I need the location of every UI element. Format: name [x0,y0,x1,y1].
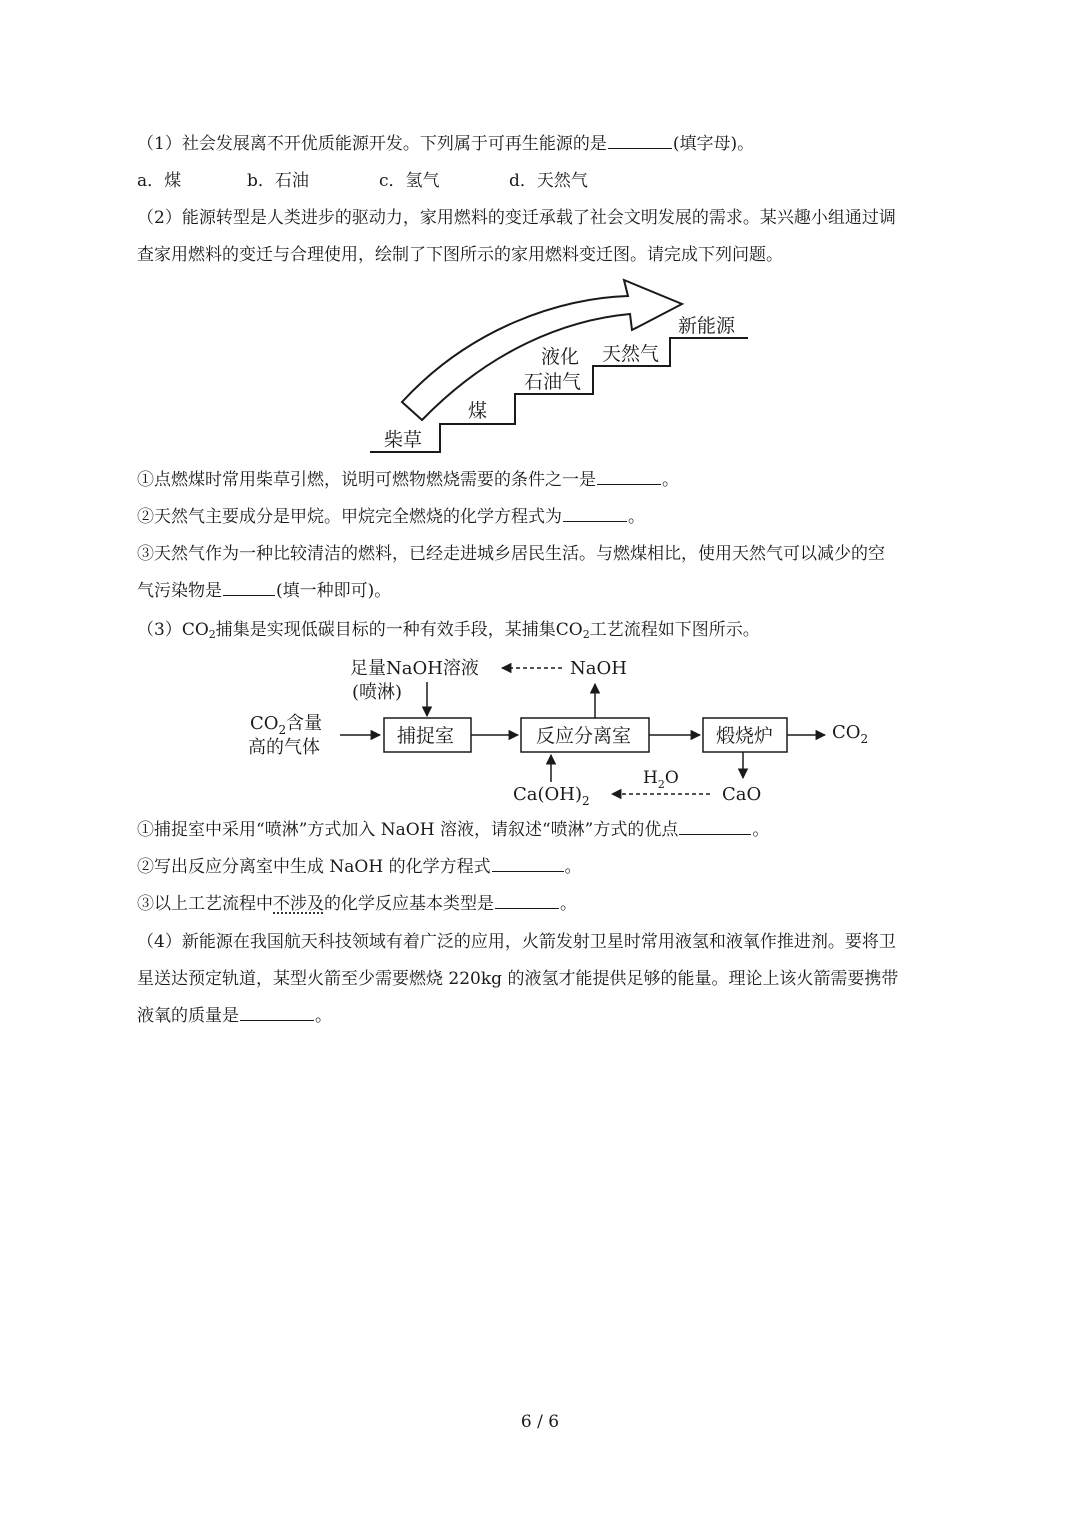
q1-stem: （1）社会发展离不开优质能源开发。下列属于可再生能源的是 (填字母)。 [137,134,755,154]
q2-intro-line2: 查家用燃料的变迁与合理使用，绘制了下图所示的家用燃料变迁图。请完成下列问题。 [137,245,783,265]
step-label-natural-gas: 天然气 [602,343,660,365]
fuel-evolution-figure [360,278,760,458]
naoh-label: NaOH [570,658,627,679]
q3-sub3-blank[interactable] [495,892,559,909]
q2-sub3-line2: 气污染物是 (填一种即可)。 [137,581,392,601]
reaction-separator-label: 反应分离室 [536,725,632,747]
step-label-coal: 煤 [468,400,488,422]
q4-line2: 星送达预定轨道，某型火箭至少需要燃烧 220kg 的液氢才能提供足够的能量。理论上该火箭需要携带 [137,969,899,989]
step-label-lpg-line2: 石油气 [524,371,582,393]
step-label-new-energy: 新能源 [678,315,736,337]
calcination-kiln-label: 煅烧炉 [716,725,774,747]
q4-line3: 液氧的质量是 。 [137,1006,332,1026]
co2-capture-flow-diagram [240,650,890,810]
q3-sub2: ②写出反应分离室中生成 NaOH 的化学方程式 。 [137,857,582,877]
co2-output-label: $CO_2$ [832,722,869,746]
q2-sub1-blank[interactable] [597,468,661,485]
q1-option-c: c．氢气 [379,171,440,191]
q2-sub2: ②天然气主要成分是甲烷。甲烷完全燃烧的化学方程式为 。 [137,507,645,527]
q2-sub3-blank[interactable] [223,579,275,596]
q2-sub1: ①点燃煤时常用柴草引燃，说明可燃物燃烧需要的条件之一是 。 [137,470,679,490]
q2-sub3-line1: ③天然气作为一种比较清洁的燃料，已经走进城乡居民生活。与燃煤相比，使用天然气可以减少的空 [137,544,885,564]
q3-intro: $(3)CO_2$捕集是实现低碳目标的一种有效手段，某捕集$CO_2$工艺流程如下图所示。 [137,620,760,641]
page-number: 6 / 6 [520,1412,560,1432]
q3-sub3-emphasis: 不涉及 [273,894,324,914]
caoh2-label: $Ca(OH)_2$ [513,784,590,808]
input-gas-label-line1: $CO_2$含量 [250,713,323,737]
q3-sub3: ③以上工艺流程中不涉及的化学反应基本类型是 。 [137,894,577,914]
spray-naoh-label: 足量NaOH溶液 [350,658,479,679]
q1-option-b: b．石油 [247,171,309,191]
capture-chamber-label: 捕捉室 [397,725,455,747]
q3-sub1-blank[interactable] [679,818,751,835]
q1-answer-blank[interactable] [608,132,672,149]
q1-option-a: a．煤 [137,171,182,191]
step-label-chaicao: 柴草 [384,429,423,451]
q1-options [137,169,588,193]
input-gas-label-line2: 高的气体 [248,737,320,758]
step-label-lpg-line1: 液化 [541,346,580,368]
spray-method-label: (喷淋) [352,682,403,703]
q2-sub2-blank[interactable] [563,505,627,522]
q2-intro-line1: （2）能源转型是人类进步的驱动力，家用燃料的变迁承载了社会文明发展的需求。某兴趣小组通过调 [137,208,896,228]
q4-answer-blank[interactable] [240,1004,314,1021]
q3-sub2-blank[interactable] [492,855,564,872]
cao-label: CaO [722,784,762,805]
q4-line1: （4）新能源在我国航天科技领域有着广泛的应用，火箭发射卫星时常用液氢和液氧作推进剂。要将卫 [137,932,896,952]
q3-sub1: ①捕捉室中采用“喷淋”方式加入 NaOH 溶液，请叙述“喷淋”方式的优点 。 [137,820,770,840]
q1-option-d: d．天然气 [509,171,588,191]
h2o-label: $H_2O$ [643,768,679,791]
